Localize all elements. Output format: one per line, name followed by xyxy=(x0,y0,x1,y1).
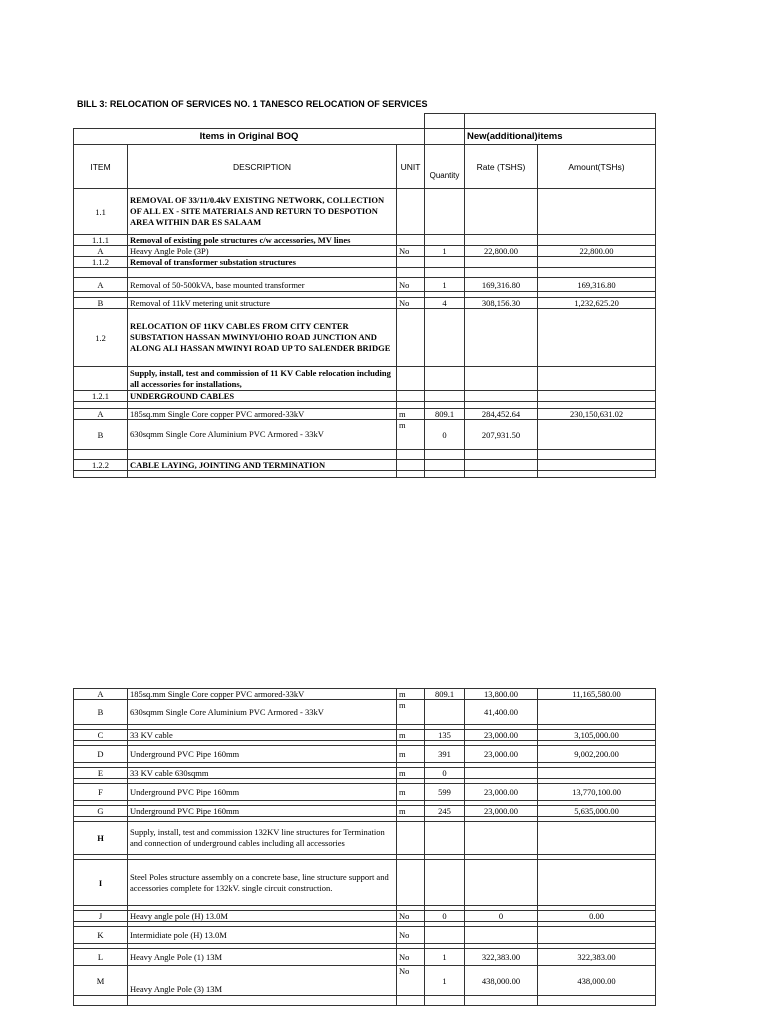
cell-desc: Removal of existing pole structures c/w accessories, MV lines xyxy=(128,235,397,246)
cell-rate xyxy=(465,768,538,779)
original-boq-header: Items in Original BOQ xyxy=(74,129,425,145)
cell-unit: No xyxy=(397,911,425,922)
cell-rate: 284,452.64 xyxy=(465,409,538,420)
cell-desc xyxy=(128,471,397,478)
cell-qty xyxy=(425,268,465,278)
cell-amount xyxy=(538,268,656,278)
cell-qty: 245 xyxy=(425,806,465,817)
bill-heading: BILL 3: RELOCATION OF SERVICES NO. 1 TANESCO RELOCATION OF SERVICES xyxy=(77,99,428,109)
cell-item: L xyxy=(74,949,128,966)
cell-qty: 1 xyxy=(425,966,465,996)
cell-item xyxy=(74,402,128,409)
table-row xyxy=(74,268,656,278)
table-row xyxy=(74,730,656,741)
cell-rate: 13,800.00 xyxy=(465,689,538,700)
cell-rate: 23,000.00 xyxy=(465,746,538,763)
cell-desc: Underground PVC Pipe 160mm xyxy=(128,806,397,817)
quantity-column-header: Quantity xyxy=(425,145,465,189)
cell-rate xyxy=(465,391,538,402)
cell-amount: 230,150,631.02 xyxy=(538,409,656,420)
table-row xyxy=(74,911,656,922)
cell-qty: 1 xyxy=(425,949,465,966)
table-row xyxy=(74,700,656,725)
cell-qty xyxy=(425,460,465,471)
table-row xyxy=(74,246,656,257)
cell-desc xyxy=(128,996,397,1006)
cell-qty xyxy=(425,996,465,1006)
cell-amount: 9,002,200.00 xyxy=(538,746,656,763)
cell-rate: 169,316.80 xyxy=(465,278,538,292)
cell-qty: 135 xyxy=(425,730,465,741)
cell-item xyxy=(74,450,128,460)
boq-table-1 xyxy=(73,113,656,478)
cell-unit: m xyxy=(397,420,425,450)
cell-amount xyxy=(538,420,656,450)
cell-item: 1.2.1 xyxy=(74,391,128,402)
cell-item: A xyxy=(74,409,128,420)
cell-amount xyxy=(538,460,656,471)
cell-desc: REMOVAL OF 33/11/0.4kV EXISTING NETWORK, COLLECTION OF ALL EX - SITE MATERIALS AND RETURN TO DESPOTION AREA WITHIN DAR ES SALAAM xyxy=(128,189,397,235)
cell-rate: 322,383.00 xyxy=(465,949,538,966)
cell-qty xyxy=(425,189,465,235)
table-row xyxy=(74,450,656,460)
cell-item: B xyxy=(74,298,128,309)
table-row xyxy=(74,189,656,235)
cell-rate xyxy=(465,927,538,944)
cell-unit: No xyxy=(397,966,425,996)
table-row xyxy=(74,806,656,817)
cell-rate: 438,000.00 xyxy=(465,966,538,996)
cell-rate xyxy=(465,189,538,235)
cell-rate: 23,000.00 xyxy=(465,784,538,801)
cell-item: 1.2 xyxy=(74,309,128,367)
cell-unit xyxy=(397,268,425,278)
cell-desc: Removal of 50-500kVA, base mounted transformer xyxy=(128,278,397,292)
cell-amount: 11,165,580.00 xyxy=(538,689,656,700)
cell-amount xyxy=(538,996,656,1006)
cell-qty: 809.1 xyxy=(425,409,465,420)
cell-unit: No xyxy=(397,298,425,309)
cell-qty xyxy=(425,391,465,402)
cell-rate: 23,000.00 xyxy=(465,730,538,741)
cell-desc: Heavy angle pole (H) 13.0M xyxy=(128,911,397,922)
cell-desc: Steel Poles structure assembly on a concrete base, line structure support and accessories complete for 132kV. single circuit construction. xyxy=(128,860,397,906)
table-row xyxy=(74,784,656,801)
cell-rate xyxy=(465,257,538,268)
table-row xyxy=(74,927,656,944)
cell-desc: Removal of transformer substation structures xyxy=(128,257,397,268)
cell-desc: Underground PVC Pipe 160mm xyxy=(128,746,397,763)
cell-item: 1.1 xyxy=(74,189,128,235)
cell-unit: m xyxy=(397,768,425,779)
cell-item: A xyxy=(74,246,128,257)
table-row xyxy=(74,822,656,855)
cell-desc: Supply, install, test and commission of 11 KV Cable relocation including all accessories for installations, xyxy=(128,367,397,391)
cell-qty xyxy=(425,450,465,460)
cell-item: C xyxy=(74,730,128,741)
table-row xyxy=(74,409,656,420)
table-row xyxy=(74,460,656,471)
cell-amount xyxy=(538,391,656,402)
cell-unit: m xyxy=(397,784,425,801)
cell-amount: 13,770,100.00 xyxy=(538,784,656,801)
cell-qty xyxy=(425,309,465,367)
cell-amount: 5,635,000.00 xyxy=(538,806,656,817)
table-row xyxy=(74,278,656,292)
cell-amount: 322,383.00 xyxy=(538,949,656,966)
cell-desc: 630sqmm Single Core Aluminium PVC Armored - 33kV xyxy=(128,420,397,450)
table-row xyxy=(74,949,656,966)
cell-unit xyxy=(397,860,425,906)
cell-qty: 809.1 xyxy=(425,689,465,700)
cell-qty: 599 xyxy=(425,784,465,801)
amount-column-header: Amount(TSHs) xyxy=(538,145,656,189)
cell-amount xyxy=(538,822,656,855)
cell-unit: m xyxy=(397,700,425,725)
cell-qty xyxy=(425,927,465,944)
cell-qty xyxy=(425,822,465,855)
table-row xyxy=(74,391,656,402)
cell-amount: 169,316.80 xyxy=(538,278,656,292)
cell-amount xyxy=(538,768,656,779)
cell-desc: 185sq.mm Single Core copper PVC armored-33kV xyxy=(128,689,397,700)
cell-amount: 22,800.00 xyxy=(538,246,656,257)
cell-unit xyxy=(397,257,425,268)
cell-desc: 630sqmm Single Core Aluminium PVC Armored - 33kV xyxy=(128,700,397,725)
cell-item: B xyxy=(74,420,128,450)
cell-amount xyxy=(538,860,656,906)
rate-column-header: Rate (TSHS) xyxy=(465,145,538,189)
cell-desc: Intermidiate pole (H) 13.0M xyxy=(128,927,397,944)
cell-rate xyxy=(465,471,538,478)
cell-unit xyxy=(397,460,425,471)
cell-item: 1.1.2 xyxy=(74,257,128,268)
cell-amount xyxy=(538,927,656,944)
cell-desc: RELOCATION OF 11KV CABLES FROM CITY CENTER SUBSTATION HASSAN MWINYI/OHIO ROAD JUNCTION AND ALONG ALI HASSAN MWINYI ROAD UP TO SALENDER BRIDGE xyxy=(128,309,397,367)
cell-amount xyxy=(538,309,656,367)
cell-item xyxy=(74,471,128,478)
unit-column-header: UNIT xyxy=(397,145,425,189)
cell-desc: Heavy Angle Pole (3P) xyxy=(128,246,397,257)
cell-desc: CABLE LAYING, JOINTING AND TERMINATION xyxy=(128,460,397,471)
boq-table-2 xyxy=(73,688,656,1006)
cell-desc xyxy=(128,402,397,409)
cell-unit xyxy=(397,822,425,855)
cell-qty xyxy=(425,471,465,478)
table-row xyxy=(74,420,656,450)
table-row xyxy=(74,402,656,409)
cell-qty: 391 xyxy=(425,746,465,763)
cell-item: K xyxy=(74,927,128,944)
cell-item: I xyxy=(74,860,128,906)
table-row xyxy=(74,966,656,996)
cell-unit xyxy=(397,367,425,391)
cell-desc: Supply, install, test and commission 132KV line structures for Termination and connection of underground cables including all accessories xyxy=(128,822,397,855)
cell-item xyxy=(74,367,128,391)
cell-item: G xyxy=(74,806,128,817)
cell-qty xyxy=(425,235,465,246)
cell-qty xyxy=(425,860,465,906)
cell-unit xyxy=(397,996,425,1006)
cell-qty: 0 xyxy=(425,911,465,922)
cell-amount xyxy=(538,402,656,409)
cell-amount xyxy=(538,367,656,391)
item-column-header: ITEM xyxy=(74,145,128,189)
cell-rate xyxy=(465,268,538,278)
new-items-header: New(additional)items xyxy=(465,129,656,145)
cell-rate: 207,931.50 xyxy=(465,420,538,450)
cell-item: A xyxy=(74,689,128,700)
cell-qty xyxy=(425,700,465,725)
cell-qty xyxy=(425,402,465,409)
cell-qty: 1 xyxy=(425,278,465,292)
table-row xyxy=(74,689,656,700)
cell-unit: m xyxy=(397,806,425,817)
cell-unit xyxy=(397,450,425,460)
cell-unit xyxy=(397,471,425,478)
cell-unit xyxy=(397,402,425,409)
table-row xyxy=(74,768,656,779)
cell-item xyxy=(74,268,128,278)
cell-unit xyxy=(397,391,425,402)
cell-item: B xyxy=(74,700,128,725)
cell-qty: 0 xyxy=(425,768,465,779)
cell-item: M xyxy=(74,966,128,996)
cell-desc: 33 KV cable xyxy=(128,730,397,741)
cell-desc: Heavy Angle Pole (1) 13M xyxy=(128,949,397,966)
cell-qty: 1 xyxy=(425,246,465,257)
cell-amount xyxy=(538,700,656,725)
cell-desc: 33 KV cable 630sqmm xyxy=(128,768,397,779)
cell-rate: 0 xyxy=(465,911,538,922)
cell-rate xyxy=(465,996,538,1006)
cell-qty: 0 xyxy=(425,420,465,450)
cell-amount xyxy=(538,189,656,235)
cell-rate: 308,156.30 xyxy=(465,298,538,309)
table-row xyxy=(74,235,656,246)
table-row xyxy=(74,471,656,478)
cell-desc xyxy=(128,268,397,278)
cell-amount: 3,105,000.00 xyxy=(538,730,656,741)
cell-qty: 4 xyxy=(425,298,465,309)
cell-desc: UNDERGROUND CABLES xyxy=(128,391,397,402)
cell-item: D xyxy=(74,746,128,763)
cell-unit: No xyxy=(397,246,425,257)
cell-rate: 23,000.00 xyxy=(465,806,538,817)
cell-item: F xyxy=(74,784,128,801)
description-column-header: DESCRIPTION xyxy=(128,145,397,189)
table-row xyxy=(74,298,656,309)
cell-rate: 41,400.00 xyxy=(465,700,538,725)
cell-desc: 185sq.mm Single Core copper PVC armored-33kV xyxy=(128,409,397,420)
table-row xyxy=(74,367,656,391)
cell-unit: No xyxy=(397,949,425,966)
cell-unit: m xyxy=(397,409,425,420)
cell-unit: m xyxy=(397,689,425,700)
cell-desc: Underground PVC Pipe 160mm xyxy=(128,784,397,801)
cell-item: J xyxy=(74,911,128,922)
cell-rate xyxy=(465,860,538,906)
cell-rate xyxy=(465,822,538,855)
cell-unit xyxy=(397,309,425,367)
table-row xyxy=(74,860,656,906)
cell-item: H xyxy=(74,822,128,855)
table-row xyxy=(74,996,656,1006)
cell-rate xyxy=(465,309,538,367)
table-row xyxy=(74,746,656,763)
cell-item: A xyxy=(74,278,128,292)
cell-qty xyxy=(425,257,465,268)
cell-item: 1.2.2 xyxy=(74,460,128,471)
cell-unit: No xyxy=(397,927,425,944)
cell-item: E xyxy=(74,768,128,779)
cell-rate xyxy=(465,450,538,460)
cell-rate xyxy=(465,235,538,246)
cell-desc: Removal of 11kV metering unit structure xyxy=(128,298,397,309)
cell-rate xyxy=(465,460,538,471)
cell-unit xyxy=(397,189,425,235)
cell-rate xyxy=(465,367,538,391)
cell-rate: 22,800.00 xyxy=(465,246,538,257)
cell-unit: m xyxy=(397,746,425,763)
cell-desc xyxy=(128,450,397,460)
cell-amount: 438,000.00 xyxy=(538,966,656,996)
cell-unit xyxy=(397,235,425,246)
cell-qty xyxy=(425,367,465,391)
table-row xyxy=(74,257,656,268)
cell-amount: 1,232,625.20 xyxy=(538,298,656,309)
table-row xyxy=(74,309,656,367)
cell-amount xyxy=(538,450,656,460)
cell-amount xyxy=(538,235,656,246)
cell-item: 1.1.1 xyxy=(74,235,128,246)
cell-unit: No xyxy=(397,278,425,292)
cell-item xyxy=(74,996,128,1006)
cell-amount xyxy=(538,257,656,268)
cell-amount: 0.00 xyxy=(538,911,656,922)
cell-unit: m xyxy=(397,730,425,741)
cell-amount xyxy=(538,471,656,478)
cell-desc: Heavy Angle Pole (3) 13M xyxy=(128,966,397,996)
cell-rate xyxy=(465,402,538,409)
